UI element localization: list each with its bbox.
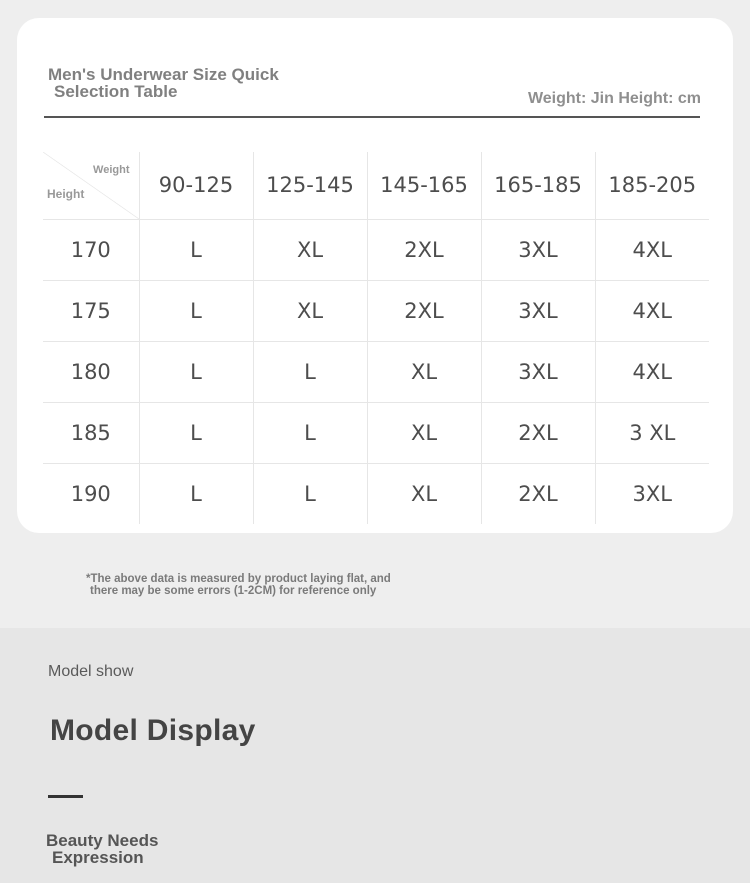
size-cell: L: [139, 341, 253, 402]
corner-height-label: Height: [47, 186, 85, 201]
section-divider: [48, 795, 83, 798]
weight-header: 90-125: [139, 152, 253, 219]
model-display-heading: Model Display: [50, 714, 256, 747]
size-cell: L: [253, 402, 367, 463]
height-cell: 170: [43, 219, 139, 280]
size-chart-title-line2: Selection Table: [54, 82, 178, 101]
tagline-line1: Beauty Needs: [46, 831, 159, 850]
size-cell: 4XL: [595, 341, 709, 402]
size-cell: 3XL: [481, 219, 595, 280]
weight-header: 185-205: [595, 152, 709, 219]
size-cell: L: [139, 463, 253, 524]
size-cell: L: [139, 280, 253, 341]
size-cell: XL: [253, 280, 367, 341]
size-cell: L: [253, 341, 367, 402]
height-cell: 185: [43, 402, 139, 463]
size-cell: 3XL: [481, 341, 595, 402]
measurement-note: [86, 573, 391, 597]
table-corner-cell: [43, 152, 139, 219]
model-show-label: Model show: [48, 663, 134, 680]
table-row: [43, 463, 709, 524]
size-chart-title-line1: Men's Underwear Size Quick: [48, 65, 279, 84]
size-cell: 2XL: [367, 219, 481, 280]
table-row: [43, 280, 709, 341]
size-cell: XL: [367, 341, 481, 402]
size-cell: 2XL: [481, 463, 595, 524]
size-cell: 2XL: [367, 280, 481, 341]
size-cell: L: [139, 402, 253, 463]
size-cell: 3XL: [595, 463, 709, 524]
size-cell: XL: [367, 463, 481, 524]
size-cell: 3 XL: [595, 402, 709, 463]
size-cell: L: [253, 463, 367, 524]
height-cell: 190: [70, 481, 111, 506]
weight-header: 145-165: [367, 152, 481, 219]
tagline: [46, 832, 158, 866]
size-cell: L: [139, 219, 253, 280]
size-cell: 4XL: [595, 280, 709, 341]
title-divider: [44, 116, 700, 118]
size-cell: 2XL: [481, 402, 595, 463]
table-row: [43, 402, 709, 463]
size-chart-card: [17, 18, 733, 533]
tagline-line2: Expression: [52, 848, 144, 867]
table-header-row: [43, 152, 709, 219]
table-row: [43, 219, 709, 280]
corner-weight-label: Weight: [93, 164, 130, 176]
height-cell: 175: [43, 280, 139, 341]
size-cell: 4XL: [595, 219, 709, 280]
measurement-note-line1: *The above data is measured by product laying flat, and: [86, 573, 391, 585]
weight-header: 125-145: [253, 152, 367, 219]
size-cell: 3XL: [481, 280, 595, 341]
units-label: Weight: Jin Height: cm: [527, 90, 701, 107]
size-table: [43, 152, 709, 524]
size-cell: XL: [253, 219, 367, 280]
size-chart-title: [48, 66, 348, 100]
weight-header: 165-185: [481, 152, 595, 219]
height-cell: 180: [43, 341, 139, 402]
table-row: [43, 341, 709, 402]
size-cell: XL: [367, 402, 481, 463]
measurement-note-line2: there may be some errors (1-2CM) for reference only: [90, 585, 377, 597]
